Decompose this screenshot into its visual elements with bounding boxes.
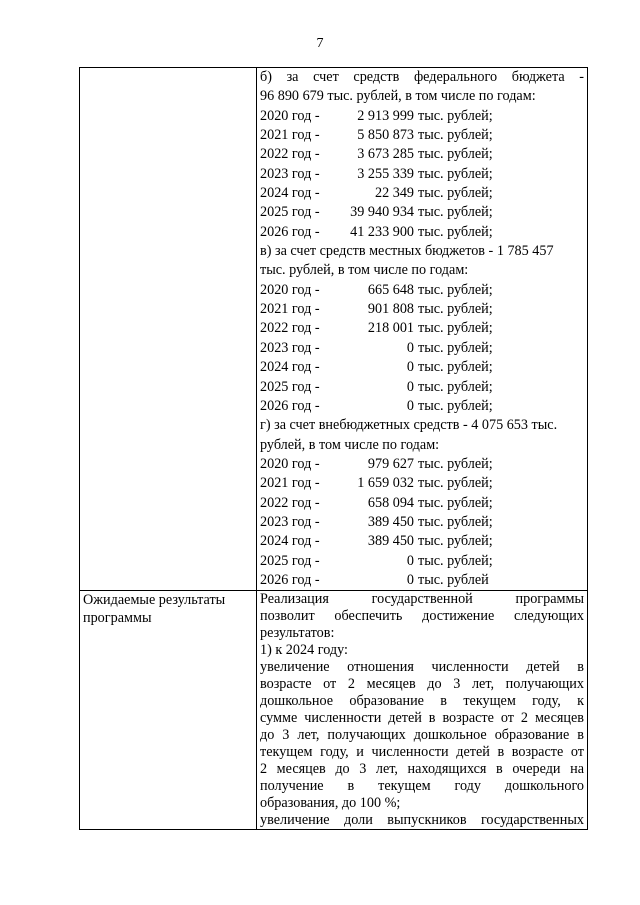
- federal-year: 2022 год -: [260, 146, 320, 163]
- extra-row: [260, 474, 584, 493]
- federal-unit: тыс. рублей;: [418, 107, 493, 124]
- extra-amount: 389 450: [367, 533, 414, 550]
- extra-amount: 658 094: [367, 494, 414, 511]
- local-row: [260, 281, 584, 300]
- federal-year: 2021 год -: [260, 127, 320, 144]
- federal-row: [260, 203, 584, 222]
- extra-year: 2020 год -: [260, 455, 320, 472]
- extra-row: [260, 513, 584, 532]
- federal-unit: тыс. рублей;: [418, 127, 493, 144]
- local-amount: 665 648: [367, 281, 414, 298]
- extra-unit: тыс. рублей;: [418, 494, 493, 511]
- federal-year: 2025 год -: [260, 204, 320, 221]
- local-year: 2021 год -: [260, 301, 320, 318]
- federal-row: [260, 223, 584, 242]
- federal-amount: 3 673 285: [357, 146, 414, 163]
- local-intro-line-1: в) за счет средств местных бюджетов - 1 785 457: [260, 243, 554, 260]
- extra-year: 2024 год -: [260, 533, 320, 550]
- extra-amount: 0: [406, 571, 414, 588]
- local-unit: тыс. рублей;: [418, 320, 493, 337]
- extra-year: 2025 год -: [260, 552, 320, 569]
- local-row: [260, 397, 584, 416]
- results-text-line: позволит обеспечить достижение следующих: [260, 608, 584, 625]
- results-text-line: сумме численности детей в возрасте от 2 месяцев: [260, 710, 584, 727]
- extra-row: [260, 571, 584, 590]
- extra-amount: 1 659 032: [357, 475, 414, 492]
- federal-amount: 2 913 999: [357, 107, 414, 124]
- local-year-list: [260, 281, 584, 416]
- local-amount: 0: [406, 378, 414, 395]
- extra-amount: 979 627: [367, 455, 414, 472]
- federal-amount: 41 233 900: [350, 223, 414, 240]
- program-passport-table: [79, 67, 588, 830]
- extra-year: 2021 год -: [260, 475, 320, 492]
- extra-year-list: [260, 455, 584, 590]
- extra-year: 2026 год -: [260, 571, 320, 588]
- extra-amount: 389 450: [367, 513, 414, 530]
- federal-row: [260, 145, 584, 164]
- extra-amount: 0: [406, 552, 414, 569]
- results-label-line-1: Ожидаемые результаты: [83, 592, 226, 609]
- results-text-line: получение в текущем году дошкольного: [260, 778, 584, 795]
- local-year: 2025 год -: [260, 378, 320, 395]
- local-amount: 0: [406, 359, 414, 376]
- federal-unit: тыс. рублей;: [418, 223, 493, 240]
- results-text-line: дошкольное образование в текущем году, к: [260, 693, 584, 710]
- local-amount: 218 001: [367, 320, 414, 337]
- results-text-line: результатов:: [260, 625, 335, 642]
- local-year: 2023 год -: [260, 339, 320, 356]
- local-unit: тыс. рублей;: [418, 378, 493, 395]
- results-text-line: до 3 лет, получающих дошкольное образование в: [260, 727, 584, 744]
- extra-unit: тыс. рублей;: [418, 552, 493, 569]
- federal-row: [260, 107, 584, 126]
- federal-row: [260, 165, 584, 184]
- local-row: [260, 319, 584, 338]
- page-number: 7: [316, 36, 324, 51]
- local-year: 2026 год -: [260, 397, 320, 414]
- funding-row: [80, 68, 588, 591]
- local-year: 2022 год -: [260, 320, 320, 337]
- extra-intro-line-2: рублей, в том числе по годам:: [260, 436, 440, 453]
- extra-unit: тыс. рублей;: [418, 455, 493, 472]
- extra-unit: тыс. рублей;: [418, 475, 493, 492]
- local-amount: 0: [406, 397, 414, 414]
- local-row: [260, 378, 584, 397]
- federal-amount: 39 940 934: [350, 204, 414, 221]
- local-row: [260, 300, 584, 319]
- local-unit: тыс. рублей;: [418, 301, 493, 318]
- results-label-cell: [80, 591, 257, 830]
- results-label-line-2: программы: [83, 609, 152, 626]
- federal-unit: тыс. рублей;: [418, 204, 493, 221]
- results-text-line: 1) к 2024 году:: [260, 642, 348, 659]
- extra-unit: тыс. рублей;: [418, 533, 493, 550]
- extra-year: 2022 год -: [260, 494, 320, 511]
- results-row: [80, 591, 588, 830]
- federal-year: 2024 год -: [260, 185, 320, 202]
- local-amount: 901 808: [367, 301, 414, 318]
- local-unit: тыс. рублей;: [418, 397, 493, 414]
- federal-year: 2020 год -: [260, 107, 320, 124]
- federal-unit: тыс. рублей;: [418, 146, 493, 163]
- local-year: 2024 год -: [260, 359, 320, 376]
- local-intro-line-2: тыс. рублей, в том числе по годам:: [260, 262, 469, 279]
- federal-amount: 22 349: [374, 185, 414, 202]
- federal-row: [260, 184, 584, 203]
- extra-unit: тыс. рублей;: [418, 513, 493, 530]
- results-text-line: 2 месяцев до 3 лет, находящихся в очереди на: [260, 761, 584, 778]
- local-year: 2020 год -: [260, 281, 320, 298]
- extra-row: [260, 455, 584, 474]
- results-text-line: увеличение доли выпускников государственных: [260, 812, 584, 829]
- federal-row: [260, 126, 584, 145]
- extra-row: [260, 552, 584, 571]
- results-text-line: образования, до 100 %;: [260, 795, 401, 812]
- federal-unit: тыс. рублей;: [418, 165, 493, 182]
- extra-row: [260, 494, 584, 513]
- extra-year: 2023 год -: [260, 513, 320, 530]
- funding-value-cell: [257, 68, 588, 591]
- local-unit: тыс. рублей;: [418, 359, 493, 376]
- extra-intro-line-1: г) за счет внебюджетных средств - 4 075 653 тыс.: [260, 417, 558, 434]
- federal-unit: тыс. рублей;: [418, 185, 493, 202]
- federal-year: 2023 год -: [260, 165, 320, 182]
- results-text-line: возрасте от 2 месяцев до 3 лет, получающих: [260, 676, 584, 693]
- federal-year-list: [260, 107, 584, 242]
- federal-intro-line-2: 96 890 679 тыс. рублей, в том числе по годам:: [260, 88, 536, 105]
- extra-row: [260, 532, 584, 551]
- federal-intro-line-1: б) за счет средств федерального бюджета -: [260, 69, 584, 85]
- local-row: [260, 339, 584, 358]
- extra-unit: тыс. рублей: [418, 571, 489, 588]
- results-text-line: текущем году, и численности детей в возрасте от: [260, 744, 584, 761]
- federal-amount: 5 850 873: [357, 127, 414, 144]
- results-value-cell: [257, 591, 588, 830]
- local-unit: тыс. рублей;: [418, 281, 493, 298]
- results-text-line: увеличение отношения численности детей в: [260, 659, 584, 676]
- federal-amount: 3 255 339: [357, 165, 414, 182]
- funding-label-cell: [80, 68, 257, 591]
- local-amount: 0: [406, 339, 414, 356]
- results-text-line: Реализация государственной программы: [260, 591, 584, 608]
- federal-year: 2026 год -: [260, 223, 320, 240]
- local-row: [260, 358, 584, 377]
- local-unit: тыс. рублей;: [418, 339, 493, 356]
